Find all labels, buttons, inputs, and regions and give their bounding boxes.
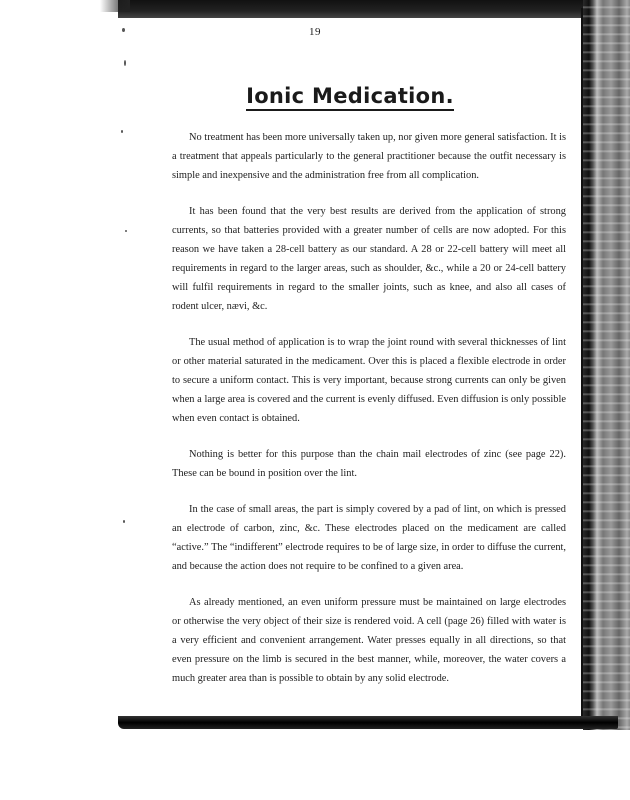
paragraph: In the case of small areas, the part is simply covered by a pad of lint, on which is pressed an electrode of carbon, zinc, &c. These electrodes placed on the medicament are called “active.” The “indifferent” electrode requires to be of large size, in order to diffuse the current, and because the action does not require to be confined to a given area. xyxy=(172,504,566,572)
scan-border-bottom xyxy=(118,716,618,729)
paragraph: The usual method of application is to wrap the joint round with several thicknesses of lint or other material saturated in the medicament. Over this is placed a flexible electrode in order to secure a uniform contact. This is very important, because strong currents can only be given when a large area is covered and the current is evenly diffused. Even diffusion is only possible when even contact is obtained. xyxy=(172,337,566,424)
paragraph: As already mentioned, an even uniform pressure must be maintained on large electrodes or otherwise the very object of their size is rendered void. A cell (page 26) filled with water is a very efficient and convenient arrangement. Water presses equally in all directions, so that even pressure on the limb is secured in the best manner, while, moreover, the water covers a much greater area than is possible to obtain by any solid electrode. xyxy=(172,597,566,684)
page-title-text: Ionic Medication. xyxy=(246,84,454,111)
scan-border-top-fade xyxy=(100,0,130,12)
page-number: 19 xyxy=(309,26,321,38)
scan-border-right xyxy=(583,0,630,730)
scan-border-top xyxy=(118,0,630,18)
body-text xyxy=(172,128,566,705)
scan-specks-left xyxy=(120,20,132,700)
paragraph: It has been found that the very best results are derived from the application of strong currents, so that batteries provided with a greater number of cells are now adopted. For this reason we have taken a 28-cell battery as our standard. A 28 or 22-cell battery will meet all requirements in regard to the larger areas, such as shoulder, &c., while a 20 or 24-cell battery will fulfil requirements in regard to the smaller joints, such as knee, and also all cases of rodent ulcer, nævi, &c. xyxy=(172,206,566,312)
page-title xyxy=(0,84,630,108)
paragraph: Nothing is better for this purpose than the chain mail electrodes of zinc (see page 22). These can be bound in position over the lint. xyxy=(172,449,566,479)
paragraph: No treatment has been more universally taken up, nor given more general satisfaction. It is a treatment that appeals particularly to the general practitioner because the outfit necessary is simple and inexpensive and the administration free from all complication. xyxy=(172,132,566,181)
